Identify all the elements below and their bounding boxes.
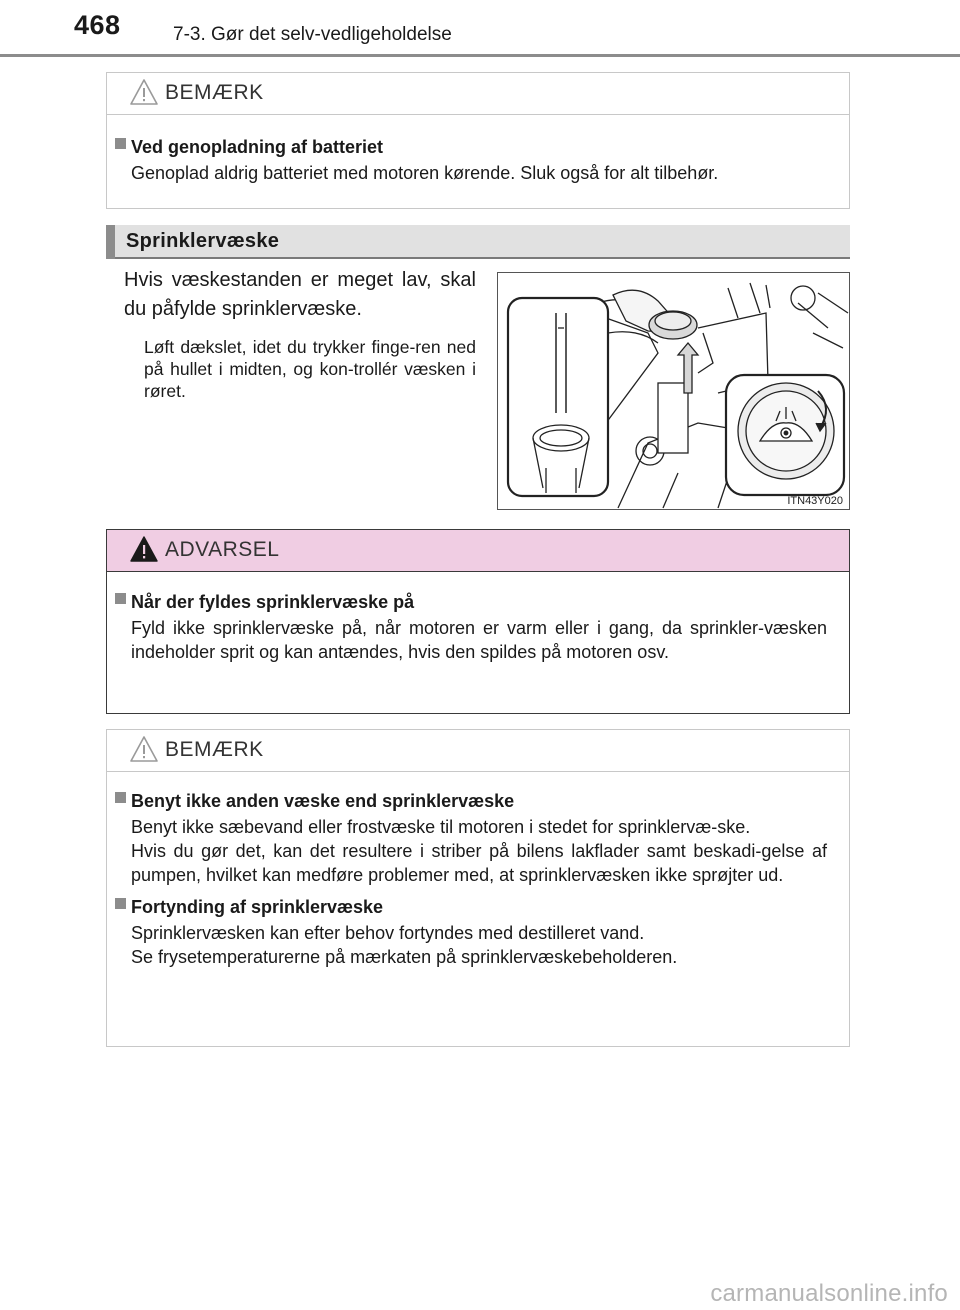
note-box [106,72,850,209]
note-item [107,895,849,969]
note-item [107,789,849,887]
section-header [106,225,850,259]
washer-reservoir-illustration [497,272,850,510]
caution-triangle-icon [129,78,159,106]
warning-item [107,590,849,664]
warning-title: ADVARSEL [165,538,280,561]
note-item [107,135,849,185]
page-number: 468 [74,10,121,40]
note-item-text: Hvis du gør det, kan det resultere i striber på bilens lakflader samt beskadi-gelse af pumpen, hvilket kan medføre problemer med, at sprinklervæsken ikke sprøjter ud. [131,841,827,885]
note-title: BEMÆRK [165,738,264,761]
warning-triangle-icon [129,535,159,563]
section-intro: Hvis væskestanden er meget lav, skal du påfylde sprinklervæske. [124,269,476,320]
note-item-text: Benyt ikke sæbevand eller frostvæske til motoren i stedet for sprinklervæ-ske. [131,817,751,837]
warning-item-heading: Når der fyldes sprinklervæske på [131,592,415,612]
note-item-heading: Benyt ikke anden væske end sprinklervæske [131,791,515,811]
note-item-text: Genoplad aldrig batteriet med motoren kørende. Sluk også for alt tilbehør. [131,163,719,183]
note-item-heading: Ved genopladning af batteriet [131,137,384,157]
square-bullet-icon [115,898,126,909]
warning-item-text: Fyld ikke sprinklervæske på, når motoren er varm eller i gang, da sprinkler-væsken indeholder sprit og kan antændes, hvis den spildes på motoren osv. [131,618,827,662]
note-box [106,729,850,1047]
section-step: Løft dækslet, idet du trykker finge-ren ned på hullet i midten, og kon-trollér væsken i røret. [144,337,476,401]
warning-box [106,529,850,714]
figure-code: ITN43Y020 [787,495,843,507]
section-accent [106,225,115,259]
note-item-heading: Fortynding af sprinklervæske [131,897,384,917]
washer-cap-illustration [498,273,850,510]
note-item-text: Se frysetemperaturerne på mærkaten på sprinklervæskebeholderen. [131,947,678,967]
note-header [107,73,849,115]
square-bullet-icon [115,792,126,803]
note-title: BEMÆRK [165,81,264,104]
square-bullet-icon [115,593,126,604]
note-item-text: Sprinklervæsken kan efter behov fortyndes med destilleret vand. [131,923,645,943]
square-bullet-icon [115,138,126,149]
header-rule [0,54,960,57]
watermark: carmanualsonline.info [710,1280,948,1307]
chapter-title: 7-3. Gør det selv-vedligeholdelse [173,24,452,45]
note-header [107,730,849,772]
section-title: Sprinklervæske [126,230,280,252]
caution-triangle-icon [129,735,159,763]
warning-header [107,530,849,572]
